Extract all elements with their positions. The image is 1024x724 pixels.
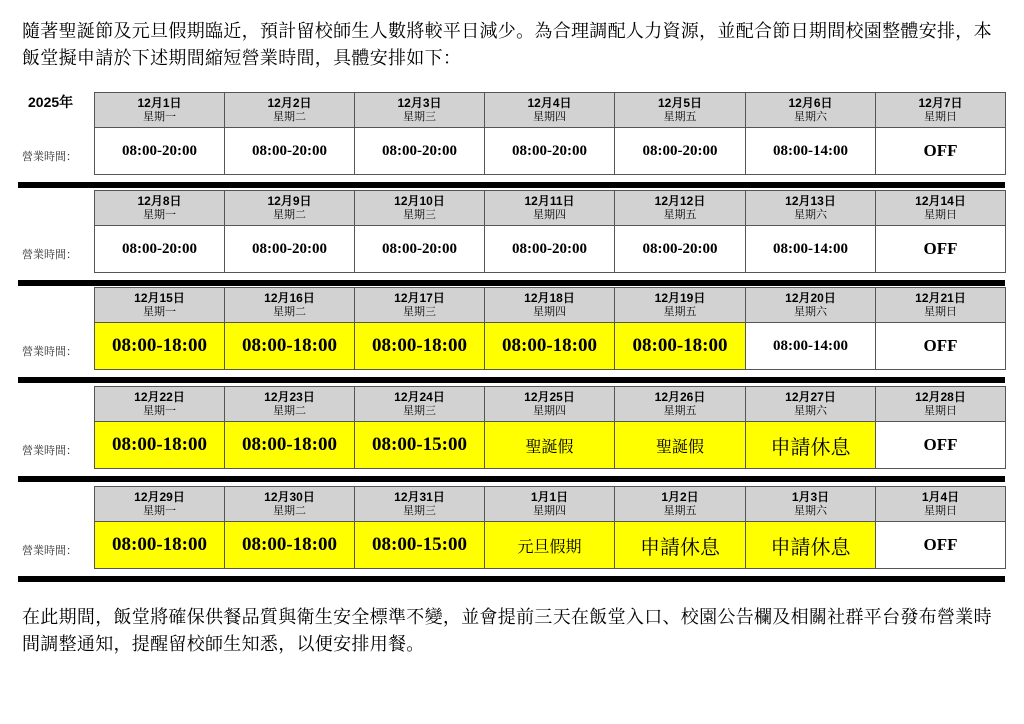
hours-value: 08:00-18:00	[502, 335, 597, 356]
hours-cell	[354, 322, 485, 370]
day-header	[875, 190, 1006, 226]
hours-value: 08:00-18:00	[112, 434, 207, 455]
day-date: 12月22日	[134, 390, 185, 404]
week-separator-bar	[18, 280, 1005, 286]
day-header	[94, 386, 225, 422]
day-date: 12月10日	[394, 194, 445, 208]
hours-cell	[875, 225, 1006, 273]
hours-cell	[484, 127, 615, 175]
hours-cell	[94, 225, 225, 273]
day-header	[614, 92, 746, 128]
day-weekday: 星期三	[403, 208, 436, 221]
day-date: 12月14日	[915, 194, 966, 208]
hours-value: 08:00-18:00	[112, 335, 207, 356]
day-header	[614, 486, 746, 522]
hours-cell	[614, 127, 746, 175]
hours-cell	[484, 225, 615, 273]
day-date: 12月15日	[134, 291, 185, 305]
day-header	[614, 287, 746, 323]
hours-value: 08:00-18:00	[242, 335, 337, 356]
day-weekday: 星期二	[273, 504, 306, 517]
day-header	[354, 190, 485, 226]
day-weekday: 星期五	[663, 305, 697, 318]
hours-cell	[745, 127, 876, 175]
day-weekday: 星期四	[533, 208, 566, 221]
week-separator-bar	[18, 576, 1005, 582]
day-header	[484, 287, 615, 323]
day-date: 12月7日	[918, 96, 963, 110]
day-date: 12月21日	[915, 291, 966, 305]
day-header	[354, 287, 485, 323]
hours-cell	[224, 521, 355, 569]
hours-value: 08:00-20:00	[512, 142, 587, 159]
year-label: 2025年	[28, 94, 74, 110]
day-date: 12月1日	[137, 96, 182, 110]
day-date: 1月2日	[661, 490, 699, 504]
day-weekday: 星期二	[273, 110, 306, 123]
hours-cell	[94, 127, 225, 175]
day-header	[224, 92, 355, 128]
closed-label: OFF	[923, 435, 958, 454]
day-weekday: 星期五	[663, 208, 697, 221]
hours-cell	[484, 421, 615, 469]
hours-value: 08:00-20:00	[642, 240, 718, 257]
hours-cell	[94, 421, 225, 469]
hours-cell	[94, 322, 225, 370]
day-weekday: 星期四	[533, 404, 566, 417]
hours-cell	[745, 421, 876, 469]
day-weekday: 星期三	[403, 504, 436, 517]
day-header	[224, 190, 355, 226]
closed-label: OFF	[923, 239, 958, 258]
day-date: 12月16日	[264, 291, 315, 305]
hours-cell	[484, 322, 615, 370]
day-date: 12月3日	[397, 96, 442, 110]
day-header	[94, 190, 225, 226]
hours-value: 元旦假期	[517, 536, 582, 556]
day-weekday: 星期六	[794, 504, 827, 517]
day-header	[94, 486, 225, 522]
hours-value: 08:00-20:00	[252, 142, 327, 159]
hours-value: 08:00-14:00	[773, 240, 848, 257]
hours-label: 營業時間：	[22, 544, 77, 557]
day-weekday: 星期二	[273, 208, 306, 221]
hours-label: 營業時間：	[22, 248, 77, 261]
day-header	[224, 287, 355, 323]
hours-cell	[745, 225, 876, 273]
hours-cell	[354, 127, 485, 175]
day-header	[614, 386, 746, 422]
closed-label: OFF	[923, 336, 958, 355]
hours-label: 營業時間：	[22, 444, 77, 457]
day-header	[875, 92, 1006, 128]
day-date: 12月27日	[785, 390, 836, 404]
day-date: 12月25日	[524, 390, 575, 404]
day-header	[484, 190, 615, 226]
day-date: 12月17日	[394, 291, 445, 305]
day-header	[875, 386, 1006, 422]
day-weekday: 星期三	[403, 404, 436, 417]
day-weekday: 星期一	[143, 504, 176, 517]
hours-value: 申請休息	[770, 434, 851, 459]
hours-cell	[484, 521, 615, 569]
hours-cell	[745, 322, 876, 370]
day-header	[745, 386, 876, 422]
day-date: 12月26日	[654, 390, 706, 404]
hours-value: 08:00-18:00	[242, 434, 337, 455]
day-date: 12月28日	[915, 390, 966, 404]
hours-cell	[875, 322, 1006, 370]
day-header	[224, 486, 355, 522]
day-header	[745, 486, 876, 522]
hours-value: 08:00-20:00	[382, 240, 457, 257]
day-weekday: 星期二	[273, 305, 306, 318]
day-date: 12月13日	[785, 194, 836, 208]
day-header	[745, 92, 876, 128]
hours-cell	[354, 225, 485, 273]
hours-value: 08:00-14:00	[773, 142, 848, 159]
week-separator-bar	[18, 476, 1005, 482]
day-date: 1月3日	[791, 490, 830, 504]
hours-cell	[875, 521, 1006, 569]
hours-value: 08:00-20:00	[252, 240, 327, 257]
day-date: 12月2日	[267, 96, 312, 110]
hours-value: 08:00-20:00	[512, 240, 587, 257]
week-separator-bar	[18, 377, 1005, 383]
day-weekday: 星期一	[143, 110, 176, 123]
day-header	[94, 92, 225, 128]
hours-value: 08:00-15:00	[372, 434, 467, 455]
closed-label: OFF	[923, 141, 958, 160]
hours-cell	[614, 322, 746, 370]
week-separator-bar	[18, 182, 1005, 188]
day-weekday: 星期六	[794, 305, 827, 318]
closed-label: OFF	[923, 535, 958, 554]
hours-cell	[614, 421, 746, 469]
day-weekday: 星期三	[403, 110, 436, 123]
day-weekday: 星期五	[663, 404, 697, 417]
hours-value: 08:00-18:00	[372, 335, 467, 356]
day-header	[354, 486, 485, 522]
week-block	[18, 287, 1005, 383]
hours-value: 08:00-20:00	[122, 240, 197, 257]
day-date: 12月5日	[657, 96, 703, 110]
week-block	[18, 92, 1005, 188]
hours-value: 08:00-18:00	[242, 534, 337, 555]
day-header	[745, 287, 876, 323]
hours-cell	[875, 127, 1006, 175]
day-date: 12月19日	[654, 291, 706, 305]
day-date: 12月9日	[267, 194, 312, 208]
day-header	[745, 190, 876, 226]
hours-cell	[614, 521, 746, 569]
hours-value: 申請休息	[640, 534, 720, 559]
week-block	[18, 386, 1005, 482]
day-date: 12月23日	[264, 390, 315, 404]
hours-value: 08:00-15:00	[372, 534, 467, 555]
day-weekday: 星期四	[533, 110, 566, 123]
hours-value: 聖誕假	[655, 436, 704, 456]
day-date: 12月18日	[524, 291, 575, 305]
hours-cell	[614, 225, 746, 273]
hours-cell	[875, 421, 1006, 469]
day-header	[484, 486, 615, 522]
day-weekday: 星期日	[924, 208, 957, 221]
day-header	[224, 386, 355, 422]
day-date: 12月24日	[394, 390, 445, 404]
day-weekday: 星期日	[924, 305, 957, 318]
hours-value: 08:00-18:00	[112, 534, 207, 555]
hours-cell	[354, 521, 485, 569]
closing-paragraph: 在此期間，飯堂將確保供餐品質與衛生安全標準不變，並會提前三天在飯堂入口、校園公告欄及相關社群平台發布營業時間調整通知，提醒留校師生知悉，以便安排用餐。	[22, 607, 992, 655]
hours-label: 營業時間：	[22, 345, 77, 358]
day-date: 12月31日	[394, 490, 445, 504]
day-date: 1月4日	[921, 490, 960, 504]
hours-cell	[94, 521, 225, 569]
day-date: 12月30日	[264, 490, 315, 504]
day-weekday: 星期日	[924, 404, 957, 417]
day-weekday: 星期一	[143, 404, 176, 417]
day-date: 12月11日	[524, 194, 575, 208]
day-date: 12月20日	[785, 291, 836, 305]
day-weekday: 星期六	[794, 110, 827, 123]
day-date: 12月4日	[527, 96, 572, 110]
day-weekday: 星期六	[794, 404, 827, 417]
hours-label: 營業時間：	[22, 150, 77, 163]
hours-value: 聖誕假	[525, 436, 574, 456]
day-header	[875, 486, 1006, 522]
hours-cell	[224, 225, 355, 273]
day-date: 12月12日	[654, 194, 706, 208]
day-header	[94, 287, 225, 323]
day-date: 12月29日	[134, 490, 185, 504]
day-header	[614, 190, 746, 226]
day-weekday: 星期六	[794, 208, 827, 221]
day-weekday: 星期日	[924, 504, 957, 517]
day-weekday: 星期二	[273, 404, 306, 417]
day-header	[484, 92, 615, 128]
hours-value: 08:00-18:00	[632, 335, 728, 356]
day-weekday: 星期四	[533, 504, 566, 517]
hours-value: 申請休息	[770, 534, 851, 559]
hours-value: 08:00-14:00	[773, 337, 848, 354]
day-weekday: 星期四	[533, 305, 566, 318]
hours-cell	[354, 421, 485, 469]
day-weekday: 星期一	[143, 305, 176, 318]
hours-cell	[745, 521, 876, 569]
day-date: 1月1日	[530, 490, 569, 504]
hours-cell	[224, 322, 355, 370]
day-header	[354, 92, 485, 128]
day-date: 12月8日	[137, 194, 182, 208]
day-weekday: 星期五	[663, 110, 697, 123]
hours-value: 08:00-20:00	[382, 142, 457, 159]
day-weekday: 星期一	[143, 208, 176, 221]
intro-paragraph: 隨著聖誕節及元旦假期臨近，預計留校師生人數將較平日減少。為合理調配人力資源，並配合節日期間校園整體安排，本飯堂擬申請於下述期間縮短營業時間，具體安排如下：	[22, 21, 992, 69]
day-weekday: 星期日	[924, 110, 957, 123]
hours-cell	[224, 421, 355, 469]
hours-value: 08:00-20:00	[642, 142, 718, 159]
hours-cell	[224, 127, 355, 175]
day-weekday: 星期三	[403, 305, 436, 318]
day-header	[875, 287, 1006, 323]
week-block	[18, 190, 1005, 286]
hours-value: 08:00-20:00	[122, 142, 197, 159]
day-date: 12月6日	[788, 96, 833, 110]
day-header	[484, 386, 615, 422]
week-block	[18, 486, 1005, 582]
day-header	[354, 386, 485, 422]
day-weekday: 星期五	[663, 504, 697, 517]
